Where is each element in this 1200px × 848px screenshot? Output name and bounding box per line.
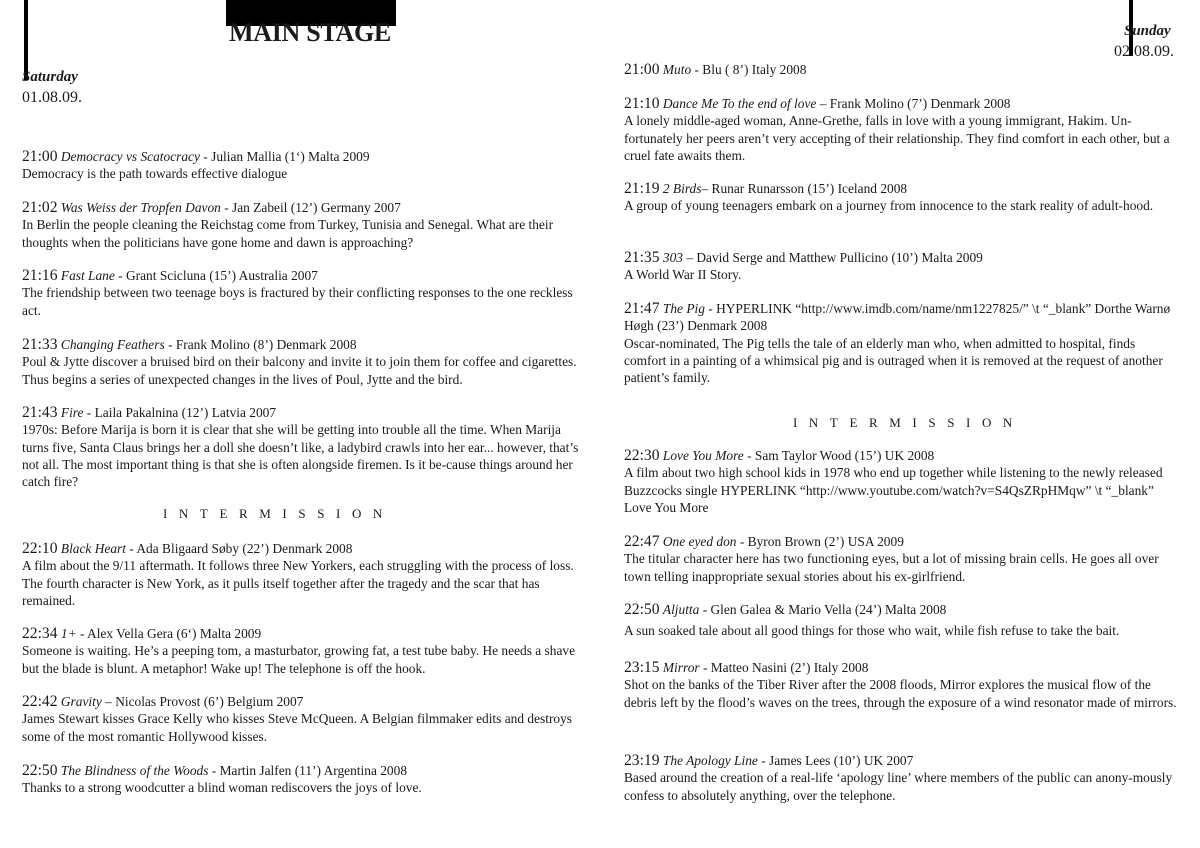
film-title: Changing Feathers	[60, 337, 165, 352]
film-credits: - Glen Galea & Mario Vella (24’) Malta 2008	[699, 602, 947, 617]
program-entry-sunday-4	[624, 249, 1180, 284]
film-credits: - Laila Pakalnina (12’) Latvia 2007	[83, 405, 277, 420]
film-title: Love You More	[662, 448, 744, 463]
entry-time: 22:47	[624, 533, 660, 550]
film-credits: – Nicolas Provost (6’) Belgium 2007	[101, 694, 304, 709]
entry-time: 22:10	[22, 540, 58, 557]
entry-time: 21:00	[624, 61, 660, 78]
film-description: Based around the creation of a real-life ‘apology line’ where members of the public can anony-mously confess to absolutely anything, over the telephone.	[624, 770, 1173, 803]
program-entry-sunday-8	[624, 601, 1180, 640]
entry-heading	[22, 336, 582, 353]
saturday-date: 01.08.09.	[22, 89, 82, 106]
film-title: Muto	[662, 62, 692, 77]
entry-heading	[624, 601, 1180, 618]
program-entry-saturday-4	[22, 336, 582, 388]
entry-time: 21:02	[22, 199, 58, 216]
film-credits: - Julian Mallia (1‘) Malta 2009	[199, 149, 370, 164]
film-description: Someone is waiting. He’s a peeping tom, a masturbator, growing fat, a test tube baby. He needs a shave but the blade is blunt. A metaphor! Wake up! The telephone is off the hook.	[22, 643, 576, 676]
film-credits: - Grant Scicluna (15’) Australia 2007	[114, 268, 318, 283]
left-margin-bar	[24, 0, 28, 80]
intermission-heading-sunday: INTERMISSION	[793, 415, 1024, 430]
film-credits: – Runar Runarsson (15’) Iceland 2008	[701, 181, 908, 196]
film-description: 1970s: Before Marija is born it is clear that she will be getting into trouble all the time. When Marija turns five, Santa Claus brings her a doll she doesn’t like, a ladybird crawls into her ear... however, that’s not all. The most important thing is that she is often alongside firemen. Is it be-cause things around her catch fire?	[22, 422, 579, 490]
film-title: Mirror	[662, 660, 700, 675]
entry-heading	[22, 199, 582, 216]
entry-time: 22:50	[22, 762, 58, 779]
film-description: Oscar-nominated, The Pig tells the tale of an elderly man who, when admitted to hospital, finds comfort in a painting of a whimsical pig and is outraged when it is removed at the request of another patient’s family.	[624, 335, 1163, 386]
film-title: Black Heart	[60, 541, 126, 556]
film-credits: - Sam Taylor Wood (15’) UK 2008	[743, 448, 935, 463]
entry-time: 21:35	[624, 249, 660, 266]
film-description: The friendship between two teenage boys is fractured by their conflicting responses to the one reckless act.	[22, 285, 573, 318]
entry-time: 21:10	[624, 95, 660, 112]
intermission-heading-saturday: INTERMISSION	[163, 506, 394, 521]
film-credits: – David Serge and Matthew Pullicino (10’) Malta 2009	[682, 250, 983, 265]
entry-heading	[22, 148, 582, 165]
entry-time: 21:19	[624, 180, 660, 197]
program-entry-saturday-3	[22, 267, 582, 319]
program-entry-sunday-10	[624, 752, 1180, 804]
entry-heading	[624, 659, 1180, 676]
entry-heading	[22, 693, 582, 710]
entry-time: 21:33	[22, 336, 58, 353]
film-credits: - James Lees (10’) UK 2007	[757, 753, 914, 768]
entry-heading	[624, 180, 1180, 197]
film-title: The Pig	[662, 301, 705, 316]
film-description: A World War II Story.	[624, 267, 742, 283]
entry-time: 21:43	[22, 404, 58, 421]
entry-heading	[624, 300, 1180, 335]
film-description: Democracy is the path towards effective dialogue	[22, 166, 288, 182]
program-entry-saturday-2	[22, 199, 582, 251]
film-credits: - Byron Brown (2’) USA 2009	[736, 534, 904, 549]
entry-time: 21:16	[22, 267, 58, 284]
film-description: A lonely middle-aged woman, Anne-Grethe, falls in love with a young immigrant, Hakim. Un-fortunately her peers aren’t very accepting of their relationship. They find comfort in each other, but a cruel fate awaits them.	[624, 113, 1170, 163]
program-entry-sunday-3	[624, 180, 1180, 215]
entry-heading	[22, 762, 582, 779]
program-entry-saturday-9	[22, 762, 582, 797]
entry-heading	[22, 404, 582, 421]
film-title: Gravity	[60, 694, 102, 709]
sunday-label: Sunday	[1124, 23, 1171, 39]
entry-time: 22:42	[22, 693, 58, 710]
entry-heading	[22, 267, 582, 284]
saturday-label: Saturday	[22, 69, 78, 85]
entry-heading	[624, 533, 1180, 550]
program-entry-saturday-6	[22, 540, 582, 609]
film-description: Thanks to a strong woodcutter a blind woman rediscovers the joys of love.	[22, 780, 422, 796]
film-title: The Apology Line	[662, 753, 758, 768]
film-title: 2 Birds	[662, 181, 702, 196]
film-title: Democracy vs Scatocracy	[60, 149, 200, 164]
film-title: The Blindness of the Woods	[60, 763, 209, 778]
program-entry-sunday-1	[624, 61, 1180, 78]
program-entry-saturday-8	[22, 693, 582, 745]
film-description: A film about two high school kids in 1978 who end up together while listening to the newly released Buzzcocks single HYPERLINK “http://www.youtube.com/watch?v=S4QsZRpHMqw” \t “_blank” Love You More	[624, 465, 1163, 515]
film-description: James Stewart kisses Grace Kelly who kisses Steve McQueen. A Belgian filmmaker edits and destroys some of the most romantic Hollywood kisses.	[22, 711, 573, 744]
film-title: Aljutta	[662, 602, 700, 617]
film-description: A sun soaked tale about all good things for those who wait, while fish refuse to take the bait.	[624, 623, 1120, 639]
stage-title: MAIN STAGE	[229, 18, 391, 47]
entry-time: 22:50	[624, 601, 660, 618]
film-description: A group of young teenagers embark on a journey from innocence to the stark reality of adult-hood.	[624, 198, 1154, 214]
program-entry-sunday-2	[624, 95, 1180, 164]
film-description: The titular character here has two functioning eyes, but a lot of missing brain cells. He goes all over town telling inappropriate sexual stories about his ex-girlfriend.	[624, 551, 1159, 584]
film-description: A film about the 9/11 aftermath. It follows three New Yorkers, each struggling with the process of loss. The fourth character is New York, as it pulls itself together after the tragedy and the scar that has remained.	[22, 558, 574, 608]
entry-time: 21:47	[624, 300, 660, 317]
program-entry-sunday-6	[624, 447, 1180, 516]
program-entry-sunday-9	[624, 659, 1180, 711]
entry-heading	[624, 752, 1180, 769]
film-credits: - Matteo Nasini (2’) Italy 2008	[699, 660, 869, 675]
film-description: Shot on the banks of the Tiber River after the 2008 floods, Mirror explores the musical flow of the debris left by the flood’s waves on the trees, through the exposure of a wind resonator made of mirrors.	[624, 677, 1177, 710]
film-credits: - Blu ( 8’) Italy 2008	[691, 62, 807, 77]
film-credits: – Frank Molino (7’) Denmark 2008	[816, 96, 1011, 111]
film-credits: - Jan Zabeil (12’) Germany 2007	[220, 200, 401, 215]
film-title: 1+	[60, 626, 77, 641]
film-description: In Berlin the people cleaning the Reichstag come from Turkey, Tunisia and Senegal. What are their thoughts when the politicians have gone home and dawn is approaching?	[22, 217, 554, 250]
film-credits: - Ada Bligaard Søby (22’) Denmark 2008	[125, 541, 353, 556]
film-title: 303	[662, 250, 683, 265]
film-title: One eyed don	[662, 534, 737, 549]
film-credits: - Martin Jalfen (11’) Argentina 2008	[208, 763, 408, 778]
program-entry-saturday-7	[22, 625, 582, 677]
sunday-date: 02.08.09.	[1114, 43, 1174, 60]
film-title: Fast Lane	[60, 268, 115, 283]
program-entry-sunday-7	[624, 533, 1180, 585]
entry-time: 23:15	[624, 659, 660, 676]
entry-time: 22:30	[624, 447, 660, 464]
entry-time: 21:00	[22, 148, 58, 165]
entry-time: 23:19	[624, 752, 660, 769]
film-title: Fire	[60, 405, 84, 420]
program-entry-saturday-1	[22, 148, 582, 183]
program-entry-sunday-5	[624, 300, 1180, 386]
entry-heading	[624, 61, 1180, 78]
film-credits: - Frank Molino (8’) Denmark 2008	[164, 337, 357, 352]
program-entry-saturday-5	[22, 404, 582, 490]
film-credits: - HYPERLINK “http://www.imdb.com/name/nm1227825/” \t “_blank” Dorthe Warnø Høgh (23’) Denmark 2008	[624, 301, 1171, 334]
film-credits: - Alex Vella Gera (6‘) Malta 2009	[76, 626, 262, 641]
entry-heading	[624, 249, 1180, 266]
entry-time: 22:34	[22, 625, 58, 642]
entry-heading	[22, 625, 582, 642]
entry-heading	[22, 540, 582, 557]
entry-heading	[624, 95, 1180, 112]
film-title: Dance Me To the end of love	[662, 96, 817, 111]
entry-heading	[624, 447, 1180, 464]
film-description: Poul & Jytte discover a bruised bird on their balcony and invite it to join them for coffee and cigarettes. Thus begins a series of unexpected changes in the lives of Poul, Jytte and the bird.	[22, 354, 577, 387]
film-title: Was Weiss der Tropfen Davon	[60, 200, 221, 215]
